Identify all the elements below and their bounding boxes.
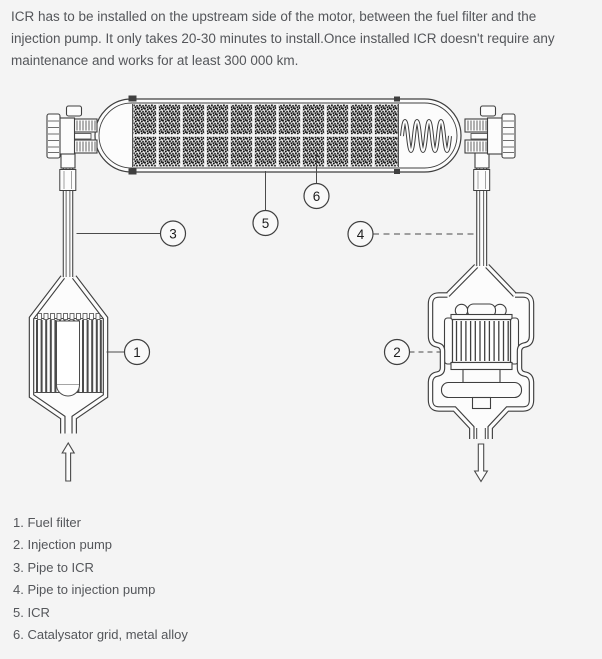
pipe-to-icr (60, 166, 76, 281)
legend-item-2: 2. Injection pump (13, 537, 113, 553)
legend-item-3: 3. Pipe to ICR (13, 559, 94, 575)
callout-3 (77, 221, 186, 246)
injection-pump (431, 266, 532, 439)
intro-line-2: injection pump. It only takes 20-30 minutes to install.Once installed ICR doesn't require any (11, 31, 555, 46)
pipe-to-injection-pump (474, 166, 490, 270)
legend-item-6: 6. Catalysator grid, metal alloy (13, 627, 188, 643)
legend-list (13, 512, 188, 646)
legend-item-4: 4. Pipe to injection pump (13, 582, 156, 598)
callout-4 (348, 222, 476, 247)
fuel-outlet-arrow-icon (475, 444, 488, 482)
svg-text:4: 4 (356, 226, 365, 242)
legend-item-1: 1. Fuel filter (13, 515, 81, 530)
svg-text:2: 2 (393, 344, 401, 360)
svg-text:5: 5 (261, 215, 270, 231)
svg-text:1: 1 (133, 344, 141, 360)
legend-item-5: 5. ICR (13, 604, 50, 620)
callout-1 (107, 340, 150, 365)
catalysator-grid-icon (129, 96, 401, 175)
fuel-inlet-arrow-icon (62, 443, 74, 481)
right-fitting (465, 106, 515, 168)
svg-text:6: 6 (312, 188, 321, 204)
intro-line-1: ICR has to be installed on the upstream side of the motor, between the fuel filter and the (11, 9, 537, 24)
intro-line-3: maintenance and works for at least 300 000 km. (11, 53, 299, 68)
left-fitting (47, 106, 97, 168)
fuel-filter (32, 277, 106, 434)
callout-5 (253, 171, 278, 236)
svg-text:3: 3 (169, 226, 177, 242)
